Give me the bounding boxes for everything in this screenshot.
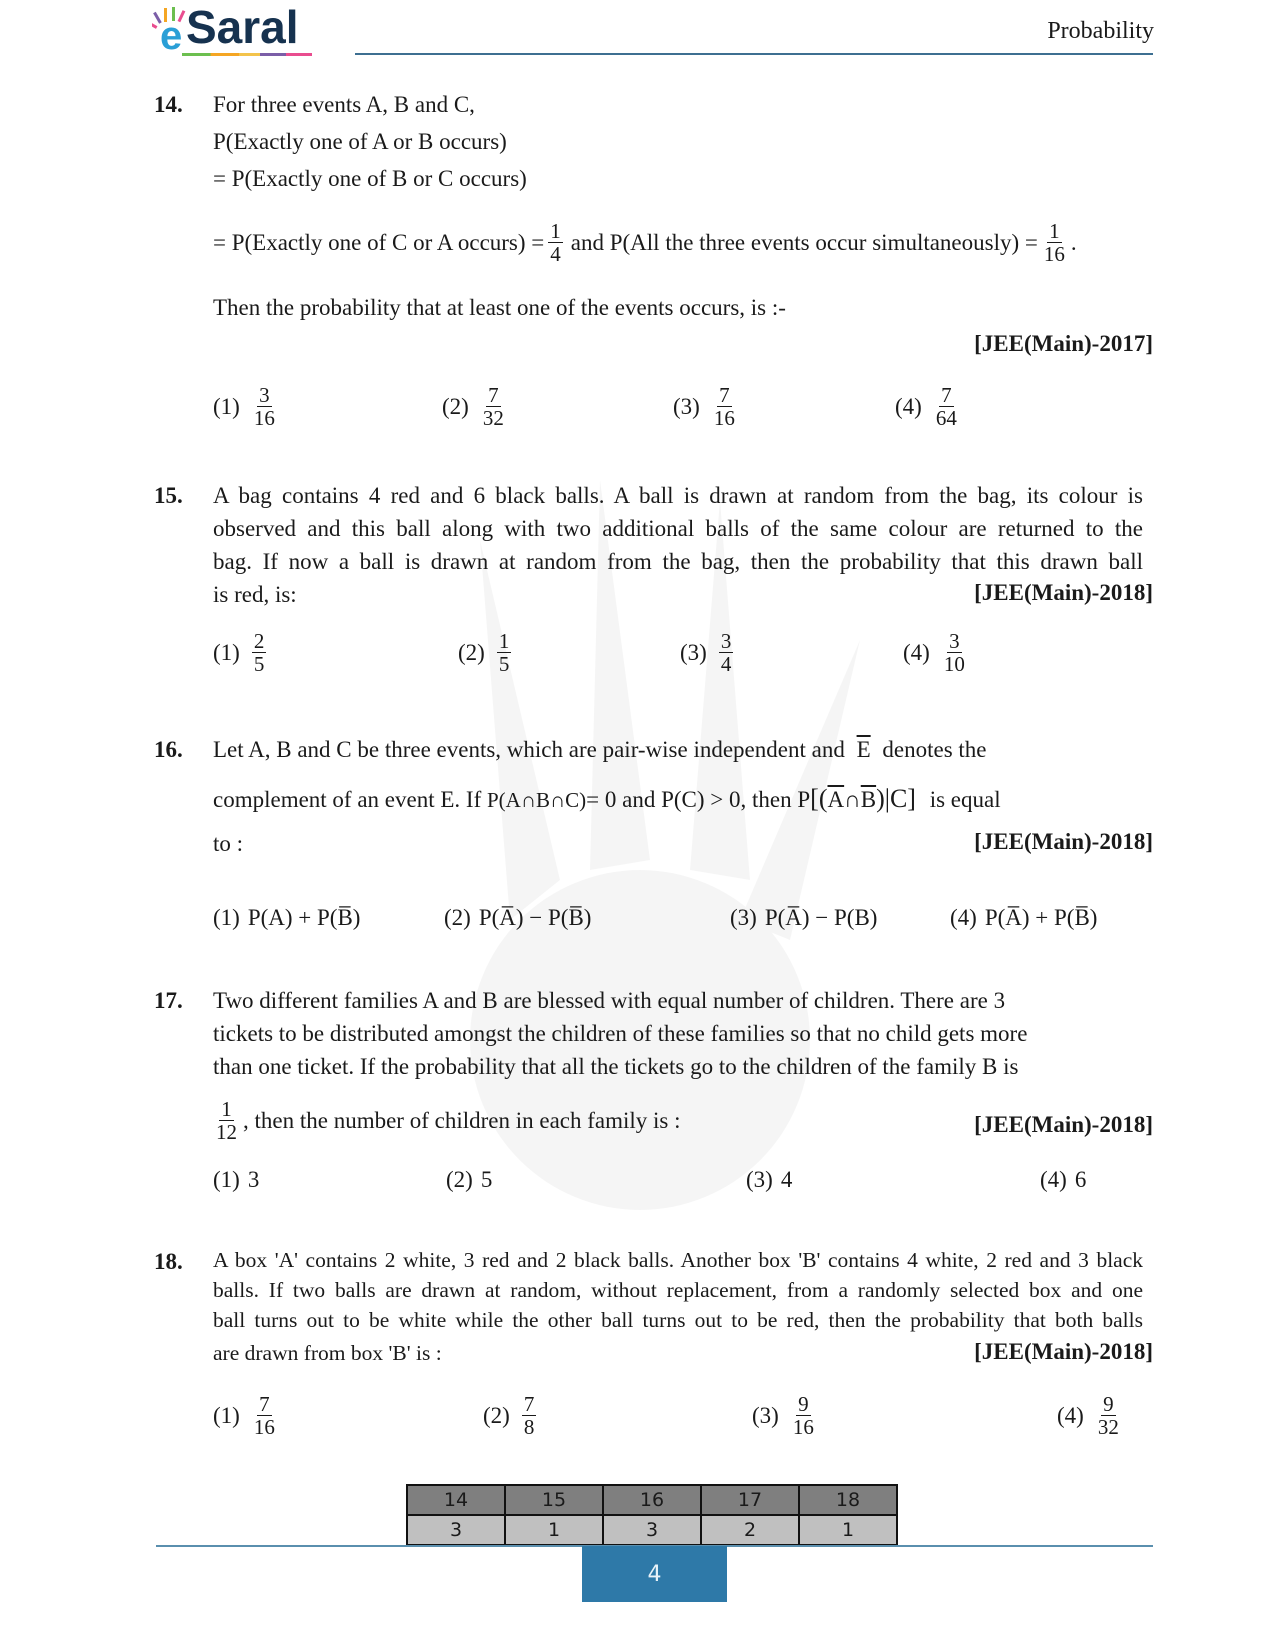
text-span: = P(Exactly one of C or A occurs) = bbox=[213, 229, 545, 255]
option-label: (4) bbox=[1040, 1167, 1067, 1192]
denominator: 32 bbox=[1097, 1415, 1119, 1439]
option-label: (2) bbox=[458, 639, 485, 665]
denominator: 12 bbox=[216, 1120, 237, 1144]
source-tag: [JEE(Main)-2018] bbox=[974, 1339, 1153, 1364]
option-1[interactable] bbox=[213, 384, 281, 429]
question-text: = P(Exactly one of B or C occurs) bbox=[213, 166, 527, 191]
fraction bbox=[942, 630, 967, 675]
denominator: 16 bbox=[253, 1415, 275, 1439]
question-text bbox=[213, 733, 987, 767]
question-text: than one ticket. If the probability that all the tickets go to the children of the family B is bbox=[213, 1054, 1019, 1079]
option-4[interactable] bbox=[1040, 1167, 1086, 1193]
option-1[interactable] bbox=[213, 630, 270, 675]
question-text: Two different families A and B are blessed with equal number of children. There are 3 bbox=[213, 988, 1006, 1013]
option-text: 4 bbox=[780, 1167, 793, 1192]
option-label: (1) bbox=[213, 1402, 240, 1428]
denominator: 16 bbox=[1043, 242, 1065, 266]
option-1[interactable] bbox=[213, 905, 360, 931]
denominator: 4 bbox=[550, 242, 561, 266]
option-label: (3) bbox=[752, 1402, 779, 1428]
question-text: For three events A, B and C, bbox=[213, 92, 475, 117]
option-2[interactable] bbox=[446, 1167, 492, 1193]
text-span: Let A, B and C be three events, which are pair-wise independent and bbox=[213, 737, 845, 762]
answer-key-question: 14 bbox=[407, 1485, 505, 1515]
option-3[interactable] bbox=[746, 1167, 792, 1193]
math-var: $\overline{A}$ bbox=[827, 787, 845, 812]
option-1[interactable] bbox=[213, 1167, 259, 1193]
option-label: (1) bbox=[213, 639, 240, 665]
question-text: balls. If two balls are drawn at random, without replacement, from a randomly selected box and one bbox=[213, 1278, 1143, 1302]
numerator: 3 bbox=[259, 383, 270, 407]
answer-key-question: 15 bbox=[505, 1485, 603, 1515]
numerator: 9 bbox=[798, 1392, 809, 1416]
fraction bbox=[548, 220, 563, 265]
fraction bbox=[252, 1393, 277, 1438]
question-text: is red, is: bbox=[213, 582, 297, 607]
text-span: and P(All the three events occur simultaneously) = bbox=[570, 229, 1038, 255]
logo-e: e bbox=[160, 14, 183, 58]
fraction bbox=[252, 384, 277, 429]
question-text: to : bbox=[213, 831, 244, 856]
complement-symbol: $\overline{E}$ bbox=[856, 737, 871, 762]
option-text: P(A̅) − P(B̅) bbox=[478, 905, 592, 930]
numerator: 9 bbox=[1103, 1392, 1114, 1416]
text-span: , then the number of children in each family is : bbox=[243, 1107, 681, 1133]
fraction bbox=[712, 384, 737, 429]
math-bracket: [( bbox=[810, 784, 828, 813]
question-text bbox=[210, 1098, 681, 1143]
text-span: . bbox=[1070, 229, 1077, 255]
source-tag: [JEE(Main)-2018] bbox=[974, 1112, 1153, 1137]
answer-key-question: 18 bbox=[799, 1485, 897, 1515]
option-1[interactable] bbox=[213, 1393, 281, 1438]
denominator: 8 bbox=[523, 1415, 535, 1439]
option-label: (1) bbox=[213, 1167, 240, 1192]
numerator: 7 bbox=[941, 383, 952, 407]
option-label: (2) bbox=[446, 1167, 473, 1192]
question-text: are drawn from box 'B' is : bbox=[213, 1341, 442, 1365]
option-2[interactable] bbox=[458, 630, 515, 675]
option-text: 3 bbox=[247, 1167, 260, 1192]
question-number: 18. bbox=[154, 1249, 183, 1274]
option-3[interactable] bbox=[680, 630, 737, 675]
numerator: 1 bbox=[498, 629, 510, 653]
option-label: (4) bbox=[903, 639, 930, 665]
option-text: P(A̅) + P(B̅) bbox=[984, 905, 1098, 930]
page-number: 4 bbox=[582, 1546, 727, 1602]
fraction bbox=[1042, 220, 1067, 265]
option-4[interactable] bbox=[950, 905, 1097, 931]
numerator: 2 bbox=[253, 629, 265, 653]
fraction bbox=[214, 1098, 239, 1143]
text-span: complement of an event E. If bbox=[213, 787, 482, 812]
option-label: (1) bbox=[213, 905, 240, 930]
question-text: A bag contains 4 red and 6 black balls. A ball is drawn at random from the bag, its colour is bbox=[213, 483, 1143, 508]
math-bracket: )|C] bbox=[876, 784, 916, 813]
question-prompt: Then the probability that at least one of the events occurs, is :- bbox=[213, 295, 786, 320]
option-2[interactable] bbox=[442, 384, 510, 429]
chapter-title: Probability bbox=[1047, 18, 1154, 44]
option-label: (4) bbox=[950, 905, 977, 930]
denominator: 5 bbox=[253, 652, 265, 676]
option-text: P(A̅) − P(B) bbox=[764, 905, 878, 930]
fraction bbox=[252, 630, 267, 675]
option-text: P(A) + P(B̅) bbox=[247, 905, 361, 930]
math-op: ∩ bbox=[844, 787, 861, 812]
math-expression: P(A∩B∩C) bbox=[486, 788, 587, 812]
option-label: (3) bbox=[680, 639, 707, 665]
option-label: (4) bbox=[895, 393, 922, 419]
option-3[interactable] bbox=[752, 1393, 820, 1438]
answer-key-answer: 2 bbox=[701, 1515, 799, 1545]
denominator: 4 bbox=[720, 652, 732, 676]
text-span: = 0 and P(C) > 0, then P bbox=[586, 787, 811, 812]
answer-key-answer: 1 bbox=[799, 1515, 897, 1545]
option-4[interactable] bbox=[1057, 1393, 1125, 1438]
question-text: P(Exactly one of A or B occurs) bbox=[213, 129, 507, 154]
answer-key-table bbox=[406, 1484, 898, 1546]
question-text: ball turns out to be white while the other ball turns out to be red, then the probability that both balls bbox=[213, 1308, 1143, 1332]
numerator: 1 bbox=[550, 219, 561, 243]
numerator: 3 bbox=[720, 629, 732, 653]
text-span: is equal bbox=[929, 787, 1001, 812]
question-text bbox=[213, 220, 1077, 265]
logo-underline bbox=[182, 53, 312, 56]
question-text: tickets to be distributed amongst the children of these families so that no child gets more bbox=[213, 1021, 1028, 1046]
numerator: 3 bbox=[949, 629, 960, 653]
answer-key-answer: 3 bbox=[603, 1515, 701, 1545]
option-label: (4) bbox=[1057, 1402, 1084, 1428]
answer-key-answer: 1 bbox=[505, 1515, 603, 1545]
denominator: 5 bbox=[498, 652, 510, 676]
source-tag: [JEE(Main)-2018] bbox=[974, 829, 1153, 854]
logo-text: Saral bbox=[186, 1, 299, 53]
numerator: 1 bbox=[1049, 219, 1060, 243]
answer-key-question: 16 bbox=[603, 1485, 701, 1515]
option-3[interactable] bbox=[673, 384, 741, 429]
option-label: (1) bbox=[213, 393, 240, 419]
option-2[interactable] bbox=[483, 1393, 540, 1438]
question-number: 17. bbox=[154, 988, 183, 1013]
denominator: 32 bbox=[482, 406, 504, 430]
question-text: observed and this ball along with two additional balls of the same colour are returned to the bbox=[213, 516, 1143, 541]
answer-key-header-row bbox=[407, 1485, 897, 1515]
option-label: (3) bbox=[673, 393, 700, 419]
option-label: (2) bbox=[442, 393, 469, 419]
question-number: 14. bbox=[154, 92, 183, 117]
header-rule bbox=[355, 53, 1153, 55]
question-text bbox=[213, 782, 1001, 818]
option-label: (3) bbox=[730, 905, 757, 930]
numerator: 1 bbox=[221, 1097, 232, 1121]
option-4[interactable] bbox=[895, 384, 963, 429]
answer-key-answer-row bbox=[407, 1515, 897, 1545]
fraction bbox=[497, 630, 512, 675]
denominator: 64 bbox=[935, 406, 957, 430]
answer-key-question: 17 bbox=[701, 1485, 799, 1515]
question-number: 16. bbox=[154, 737, 183, 762]
source-tag: [JEE(Main)-2017] bbox=[974, 331, 1153, 356]
numerator: 7 bbox=[259, 1392, 270, 1416]
option-text: 6 bbox=[1074, 1167, 1087, 1192]
fraction bbox=[522, 1393, 537, 1438]
option-3[interactable] bbox=[730, 905, 877, 931]
denominator: 16 bbox=[253, 406, 275, 430]
denominator: 16 bbox=[792, 1415, 814, 1439]
fraction bbox=[481, 384, 506, 429]
option-4[interactable] bbox=[903, 630, 971, 675]
option-2[interactable] bbox=[444, 905, 591, 931]
fraction bbox=[791, 1393, 816, 1438]
option-label: (2) bbox=[483, 1402, 510, 1428]
question-text: A box 'A' contains 2 white, 3 red and 2 black balls. Another box 'B' contains 4 white, 2 red and 3 black bbox=[213, 1248, 1143, 1272]
denominator: 16 bbox=[713, 406, 735, 430]
fraction bbox=[1096, 1393, 1121, 1438]
answer-key-answer: 3 bbox=[407, 1515, 505, 1545]
numerator: 7 bbox=[719, 383, 730, 407]
math-var: $\overline{B}$ bbox=[860, 787, 877, 812]
denominator: 10 bbox=[943, 652, 965, 676]
fraction bbox=[934, 384, 959, 429]
question-number: 15. bbox=[154, 483, 183, 508]
question-text: bag. If now a ball is drawn at random from the bag, then the probability that this drawn ball bbox=[213, 549, 1143, 574]
text-span: denotes the bbox=[882, 737, 987, 762]
esaral-logo bbox=[152, 1, 322, 58]
option-label: (3) bbox=[746, 1167, 773, 1192]
option-label: (2) bbox=[444, 905, 471, 930]
numerator: 7 bbox=[523, 1392, 535, 1416]
source-tag: [JEE(Main)-2018] bbox=[974, 580, 1153, 605]
option-text: 5 bbox=[480, 1167, 493, 1192]
numerator: 7 bbox=[488, 383, 499, 407]
fraction bbox=[719, 630, 734, 675]
